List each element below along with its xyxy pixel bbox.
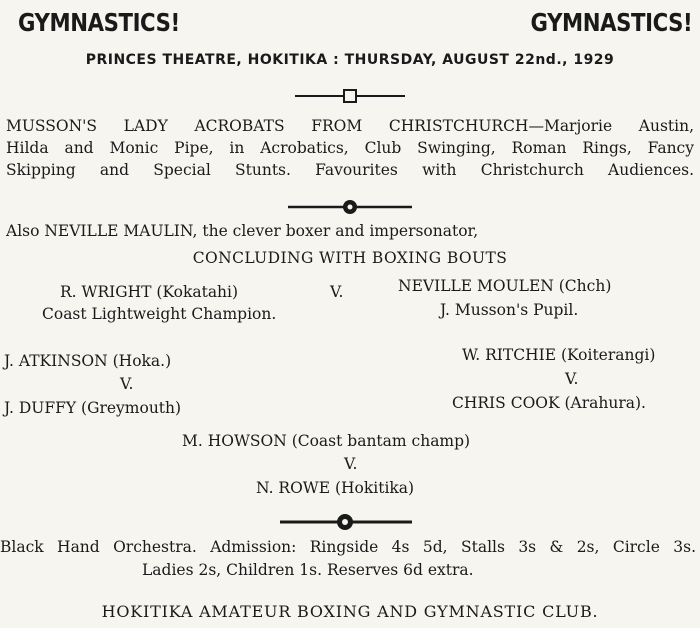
bout1-right-fighter: NEVILLE MOULEN (Chch): [398, 277, 612, 295]
bout3-bottom-fighter: CHRIS COOK (Arahura).: [452, 394, 646, 412]
bout4-bottom-fighter: N. ROWE (Hokitika): [256, 479, 415, 497]
acrobats-paragraph: [6, 115, 694, 181]
bout2-vs: V.: [120, 375, 134, 393]
bout1-left-title: Coast Lightweight Champion.: [42, 305, 277, 323]
acrobats-line: Hilda and Monic Pipe, in Acrobatics, Club Swinging, Roman Rings, Fancy: [6, 139, 694, 157]
bout2-bottom-fighter: J. DUFFY (Greymouth): [4, 399, 182, 417]
headline-right: GYMNASTICS!: [530, 8, 692, 37]
bout4-top-fighter: M. HOWSON (Coast bantam champ): [182, 432, 471, 450]
bout1-vs: V.: [330, 283, 344, 301]
headline-left: GYMNASTICS!: [18, 8, 180, 37]
ornamental-rule-circle-icon: [0, 512, 700, 532]
bout3-top-fighter: W. RITCHIE (Koiterangi): [462, 346, 656, 364]
ornamental-rule-circle-icon: [0, 198, 700, 216]
bout3-vs: V.: [565, 370, 579, 388]
acrobats-line: Skipping and Special Stunts. Favourites with Christchurch Audiences.: [6, 161, 694, 179]
bout4-vs: V.: [344, 455, 358, 473]
bout1-right-title: J. Musson's Pupil.: [440, 301, 579, 319]
also-neville-line: Also NEVILLE MAULIN, the clever boxer and impersonator,: [6, 222, 479, 240]
acrobats-line: MUSSON'S LADY ACROBATS FROM CHRISTCHURCH—Marjorie Austin,: [6, 117, 694, 135]
club-name: HOKITIKA AMATEUR BOXING AND GYMNASTIC CLUB.: [101, 602, 599, 621]
venue-date-line: PRINCES THEATRE, HOKITIKA : THURSDAY, AUGUST 22nd., 1929: [85, 52, 615, 68]
ladies-reserves-line: Ladies 2s, Children 1s. Reserves 6d extra.: [142, 561, 474, 579]
concluding-line: CONCLUDING WITH BOXING BOUTS: [192, 249, 508, 267]
bout2-top-fighter: J. ATKINSON (Hoka.): [4, 352, 172, 370]
bout1-left-fighter: R. WRIGHT (Kokatahi): [60, 283, 239, 301]
orchestra-admission-line: Black Hand Orchestra. Admission: Ringside 4s 5d, Stalls 3s & 2s, Circle 3s.: [0, 538, 696, 556]
ornamental-rule-square-icon: [0, 88, 700, 104]
